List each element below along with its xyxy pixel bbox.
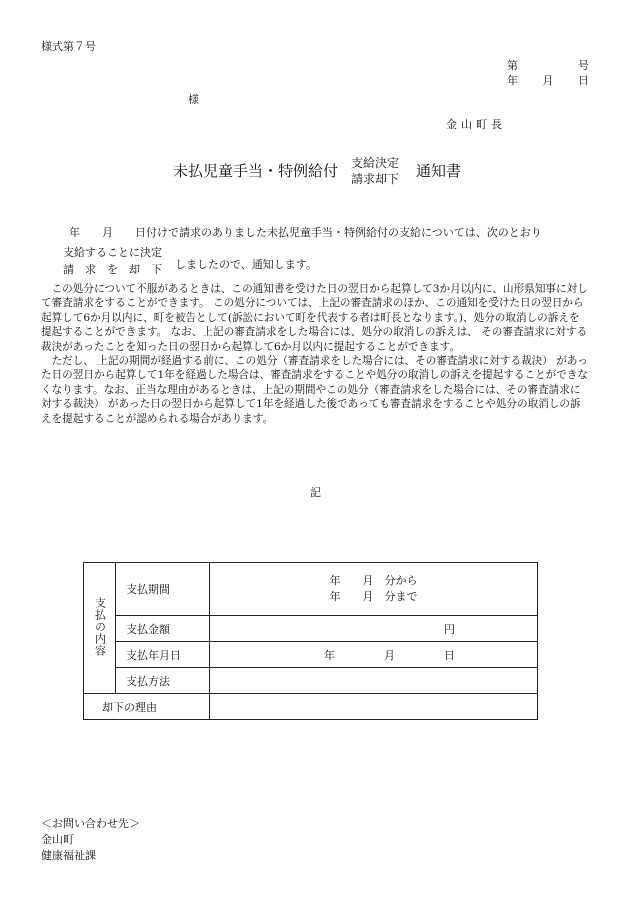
paydate-label: 支払年月日 <box>116 642 210 668</box>
period-label: 支払期間 <box>116 563 210 616</box>
amount-unit: 円 <box>210 616 538 642</box>
date-year: 年 <box>507 74 518 87</box>
table-row <box>84 616 538 642</box>
method-value <box>210 668 538 694</box>
choice-approve: 支給することに決定 <box>63 246 162 259</box>
contact-dept: 健康福祉課 <box>41 849 96 862</box>
title-end: 通知書 <box>416 162 462 180</box>
date-day: 日 <box>578 74 589 87</box>
paydate-day: 日 <box>444 648 455 662</box>
period-values <box>210 563 538 616</box>
paydate-parts <box>220 647 537 663</box>
payment-group-cell <box>84 563 116 694</box>
date-month: 月 <box>542 74 554 87</box>
reason-value <box>210 694 538 720</box>
title-option-approve: 支給決定 <box>351 156 400 170</box>
intro-choice <box>63 244 162 278</box>
paydate-year: 年 <box>324 648 335 662</box>
period-to: 年 月 分まで <box>329 590 418 603</box>
reason-label: 却下の理由 <box>84 694 210 720</box>
ki-heading: 記 <box>310 486 321 499</box>
title-option-reject: 請求却下 <box>351 172 400 186</box>
notice-paragraph: ただし、 上記の期間が経過する前に、この処分（審査請求をした場合には、その審査請求に対する裁決） があった日の翌日から起算して1年を経過した場合は、審査請求をすることや処分の取消しの訴えを提起することができなくなります。なお、正当な理由があるときは、上記の期間やこの処分（審査請求をした場合には、その審査請求に対する裁決） があった日の翌日から起算して1年を経過した後であっても審査請求をすることや処分の取消しの訴えを提起することが認められる場合があります。 <box>41 355 589 425</box>
paydate-values <box>210 642 538 668</box>
issuer: 金山町長 <box>446 118 506 131</box>
contact-info <box>41 816 140 864</box>
payment-group-label: 支払の内容 <box>93 596 107 657</box>
contact-heading: ＜お問い合わせ先＞ <box>41 817 140 830</box>
table-row <box>84 563 538 616</box>
contact-org: 金山町 <box>41 833 74 846</box>
addressee-suffix: 様 <box>188 93 199 106</box>
amount-label: 支払金額 <box>116 616 210 642</box>
issue-date <box>507 72 589 88</box>
table-row <box>84 694 538 720</box>
number-suffix: 号 <box>578 59 589 72</box>
title-options <box>351 155 399 187</box>
notice-paragraph: この処分について不服があるときは、この通知書を受けた日の翌日から起算して3か月以内に、山形県知事に対して審査請求をすることができます。 この処分については、上記の審査請求のほか、この通知を受けた日の翌日から起算して6か月以内に、町を被告として(訴訟において町を代表する者は町長となります。)、処分の取消しの訴えを提起することができます。 なお、上記の審査請求をした場合には、処分の取消しの訴えは、 その審査請求に対する裁決があったことを知った日の翌日から起算して6か月以内に提起することができます。 <box>41 283 588 353</box>
choice-reject: 請 求 を 却 下 <box>63 263 162 276</box>
period-from: 年 月 分から <box>329 574 418 587</box>
paydate-month: 月 <box>384 648 395 662</box>
method-label: 支払方法 <box>116 668 210 694</box>
form-number: 様式第７号 <box>41 40 96 53</box>
intro-line: 年 月 日付けで請求のありました未払児童手当・特例給付の支給については、次のとおり <box>69 226 542 239</box>
payment-detail-table <box>83 562 538 720</box>
document-number <box>507 57 589 73</box>
number-prefix: 第 <box>507 59 518 72</box>
table-row <box>84 668 538 694</box>
title-main: 未払児童手当・特例給付 <box>173 162 339 180</box>
appeal-notice <box>41 282 589 426</box>
table-row <box>84 642 538 668</box>
intro-line-end: しましたので、通知します。 <box>175 258 317 271</box>
